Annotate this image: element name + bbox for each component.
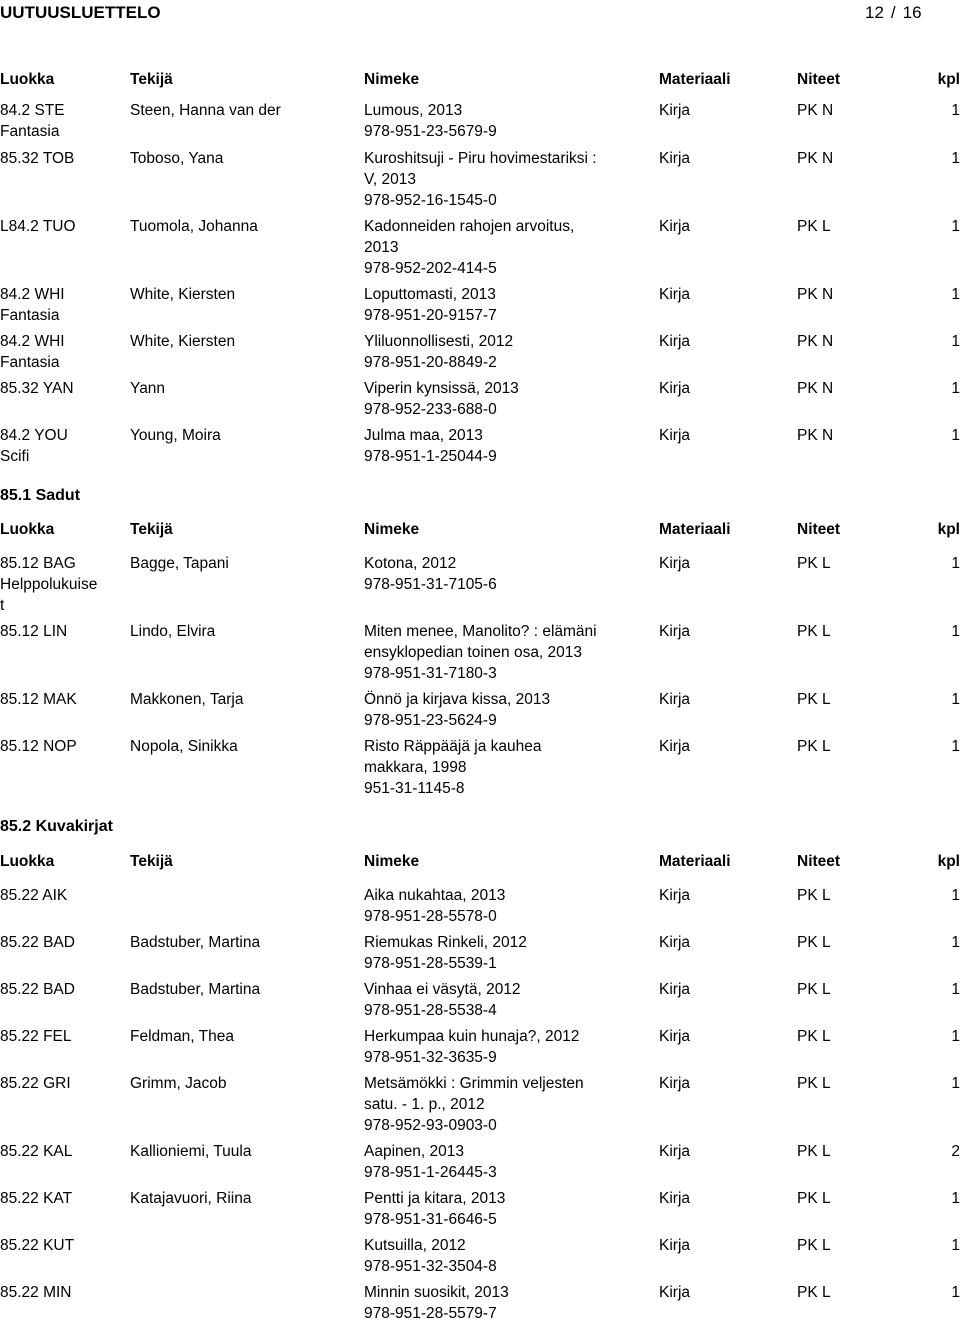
table-header [0, 851, 960, 872]
cell-tekija: White, Kiersten [130, 333, 236, 350]
cell-materiaali: Kirja [659, 1190, 691, 1207]
cell-tekija: Bagge, Tapani [130, 555, 229, 572]
cell-materiaali: Kirja [659, 218, 691, 235]
cell-nimeke: Risto Räppääjä ja kauhea makkara, 1998 951-31-1145-8 [364, 738, 542, 797]
cell-kpl: 1 [951, 887, 960, 904]
cell-niteet: PK N [797, 150, 834, 167]
cell-luokka: 84.2 STE Fantasia [0, 102, 65, 140]
cell-tekija: Katajavuori, Riina [130, 1190, 252, 1207]
cell-niteet: PK L [797, 623, 831, 640]
cell-nimeke: Aika nukahtaa, 2013 978-951-28-5578-0 [364, 887, 506, 925]
cell-materiaali: Kirja [659, 1237, 691, 1254]
section-title: 85.1 Sadut [0, 487, 81, 504]
cell-niteet: PK N [797, 333, 834, 350]
cell-kpl: 1 [951, 934, 960, 951]
column-header-nimeke: Nimeke [364, 521, 420, 538]
column-header-materiaali: Materiaali [659, 71, 731, 88]
cell-tekija: Tuomola, Johanna [130, 218, 258, 235]
cell-kpl: 1 [951, 427, 960, 444]
column-header-luokka: Luokka [0, 71, 55, 88]
column-header-nimeke: Nimeke [364, 853, 420, 870]
cell-luokka: 85.32 TOB [0, 150, 75, 167]
cell-materiaali: Kirja [659, 887, 691, 904]
cell-nimeke: Miten menee, Manolito? : elämäni ensyklopedian toinen osa, 2013 978-951-31-7180-3 [364, 623, 597, 682]
cell-kpl: 1 [951, 286, 960, 303]
page-current: 12 [865, 3, 884, 22]
cell-niteet: PK L [797, 981, 831, 998]
cell-kpl: 1 [951, 1284, 960, 1301]
cell-materiaali: Kirja [659, 555, 691, 572]
cell-tekija: Steen, Hanna van der [130, 102, 281, 119]
column-header-niteet: Niteet [797, 71, 841, 88]
cell-materiaali: Kirja [659, 738, 691, 755]
cell-tekija: Lindo, Elvira [130, 623, 216, 640]
column-header-tekija: Tekijä [130, 71, 173, 88]
cell-materiaali: Kirja [659, 981, 691, 998]
cell-materiaali: Kirja [659, 102, 691, 119]
column-header-kpl: kpl [937, 71, 960, 88]
column-header-niteet: Niteet [797, 521, 841, 538]
cell-kpl: 1 [951, 981, 960, 998]
cell-kpl: 1 [951, 218, 960, 235]
column-header-materiaali: Materiaali [659, 521, 731, 538]
cell-nimeke: Kadonneiden rahojen arvoitus, 2013 978-952-202-414-5 [364, 218, 575, 277]
cell-kpl: 1 [951, 691, 960, 708]
cell-luokka: 85.22 BAD [0, 981, 75, 998]
cell-materiaali: Kirja [659, 427, 691, 444]
cell-niteet: PK N [797, 286, 834, 303]
cell-niteet: PK L [797, 1190, 831, 1207]
cell-kpl: 1 [951, 1075, 960, 1092]
cell-tekija: Badstuber, Martina [130, 981, 261, 998]
cell-nimeke: Lumous, 2013 978-951-23-5679-9 [364, 102, 497, 140]
cell-niteet: PK N [797, 380, 834, 397]
cell-nimeke: Yliluonnollisesti, 2012 978-951-20-8849-2 [364, 333, 514, 371]
cell-niteet: PK L [797, 1143, 831, 1160]
cell-luokka: 85.22 AIK [0, 887, 68, 904]
column-header-kpl: kpl [937, 521, 960, 538]
column-header-luokka: Luokka [0, 853, 55, 870]
cell-tekija: Grimm, Jacob [130, 1075, 227, 1092]
cell-nimeke: Metsämökki : Grimmin veljesten satu. - 1. p., 2012 978-952-93-0903-0 [364, 1075, 584, 1134]
cell-materiaali: Kirja [659, 1028, 691, 1045]
cell-kpl: 2 [951, 1143, 960, 1160]
cell-niteet: PK L [797, 1075, 831, 1092]
cell-materiaali: Kirja [659, 623, 691, 640]
cell-niteet: PK L [797, 691, 831, 708]
column-header-materiaali: Materiaali [659, 853, 731, 870]
cell-materiaali: Kirja [659, 934, 691, 951]
cell-luokka: 85.12 MAK [0, 691, 77, 708]
cell-materiaali: Kirja [659, 1284, 691, 1301]
cell-kpl: 1 [951, 623, 960, 640]
cell-luokka: 85.12 NOP [0, 738, 77, 755]
cell-materiaali: Kirja [659, 286, 691, 303]
cell-luokka: 84.2 YOU Scifi [0, 427, 68, 465]
cell-nimeke: Minnin suosikit, 2013 978-951-28-5579-7 [364, 1284, 509, 1322]
cell-niteet: PK L [797, 1028, 831, 1045]
cell-tekija: Toboso, Yana [130, 150, 224, 167]
cell-tekija: Yann [130, 380, 166, 397]
cell-materiaali: Kirja [659, 1143, 691, 1160]
cell-tekija: Kallioniemi, Tuula [130, 1143, 252, 1160]
column-header-kpl: kpl [937, 853, 960, 870]
cell-luokka: 84.2 WHI Fantasia [0, 286, 65, 324]
cell-niteet: PK L [797, 738, 831, 755]
cell-luokka: 85.22 MIN [0, 1284, 72, 1301]
cell-luokka: 85.12 BAG Helppolukuise t [0, 555, 98, 614]
cell-tekija: Young, Moira [130, 427, 221, 444]
cell-niteet: PK N [797, 427, 834, 444]
cell-luokka: L84.2 TUO [0, 218, 76, 235]
cell-nimeke: Önnö ja kirjava kissa, 2013 978-951-23-5624-9 [364, 691, 551, 729]
cell-kpl: 1 [951, 738, 960, 755]
cell-luokka: 85.22 KAT [0, 1190, 73, 1207]
cell-luokka: 85.22 FEL [0, 1028, 72, 1045]
column-header-luokka: Luokka [0, 521, 55, 538]
cell-niteet: PK L [797, 1237, 831, 1254]
cell-nimeke: Herkumpaa kuin hunaja?, 2012 978-951-32-3635-9 [364, 1028, 580, 1066]
cell-nimeke: Pentti ja kitara, 2013 978-951-31-6646-5 [364, 1190, 506, 1228]
cell-tekija: White, Kiersten [130, 286, 236, 303]
cell-kpl: 1 [951, 150, 960, 167]
page-number [865, 2, 922, 23]
cell-luokka: 85.12 LIN [0, 623, 68, 640]
cell-niteet: PK L [797, 1284, 831, 1301]
cell-tekija: Makkonen, Tarja [130, 691, 244, 708]
cell-niteet: PK L [797, 934, 831, 951]
cell-materiaali: Kirja [659, 691, 691, 708]
cell-luokka: 85.22 BAD [0, 934, 75, 951]
cell-niteet: PK N [797, 102, 834, 119]
table-header [0, 519, 960, 540]
cell-nimeke: Riemukas Rinkeli, 2012 978-951-28-5539-1 [364, 934, 527, 972]
cell-kpl: 1 [951, 380, 960, 397]
cell-nimeke: Aapinen, 2013 978-951-1-26445-3 [364, 1143, 497, 1181]
cell-nimeke: Loputtomasti, 2013 978-951-20-9157-7 [364, 286, 497, 324]
cell-nimeke: Vinhaa ei väsytä, 2012 978-951-28-5538-4 [364, 981, 521, 1019]
cell-kpl: 1 [951, 333, 960, 350]
cell-kpl: 1 [951, 102, 960, 119]
cell-kpl: 1 [951, 1237, 960, 1254]
cell-tekija: Feldman, Thea [130, 1028, 234, 1045]
cell-niteet: PK L [797, 218, 831, 235]
column-header-niteet: Niteet [797, 853, 841, 870]
cell-luokka: 85.22 KAL [0, 1143, 73, 1160]
column-header-nimeke: Nimeke [364, 71, 420, 88]
cell-kpl: 1 [951, 555, 960, 572]
cell-materiaali: Kirja [659, 1075, 691, 1092]
cell-nimeke: Kotona, 2012 978-951-31-7105-6 [364, 555, 497, 593]
cell-niteet: PK L [797, 555, 831, 572]
document-title: UUTUUSLUETTELO [0, 3, 161, 22]
cell-kpl: 1 [951, 1028, 960, 1045]
cell-materiaali: Kirja [659, 333, 691, 350]
section-title: 85.2 Kuvakirjat [0, 818, 113, 835]
cell-luokka: 85.22 KUT [0, 1237, 75, 1254]
cell-nimeke: Kuroshitsuji - Piru hovimestariksi : V, 2013 978-952-16-1545-0 [364, 150, 597, 209]
page-total: 16 [902, 3, 922, 22]
table-header [0, 69, 960, 90]
cell-tekija: Badstuber, Martina [130, 934, 261, 951]
cell-luokka: 84.2 WHI Fantasia [0, 333, 65, 371]
cell-materiaali: Kirja [659, 150, 691, 167]
column-header-tekija: Tekijä [130, 853, 173, 870]
cell-nimeke: Julma maa, 2013 978-951-1-25044-9 [364, 427, 497, 465]
cell-luokka: 85.32 YAN [0, 380, 74, 397]
cell-nimeke: Kutsuilla, 2012 978-951-32-3504-8 [364, 1237, 497, 1275]
cell-tekija: Nopola, Sinikka [130, 738, 238, 755]
cell-materiaali: Kirja [659, 380, 691, 397]
cell-kpl: 1 [951, 1190, 960, 1207]
cell-nimeke: Viperin kynsissä, 2013 978-952-233-688-0 [364, 380, 519, 418]
cell-niteet: PK L [797, 887, 831, 904]
cell-luokka: 85.22 GRI [0, 1075, 71, 1092]
page-separator: / [890, 3, 896, 22]
column-header-tekija: Tekijä [130, 521, 173, 538]
